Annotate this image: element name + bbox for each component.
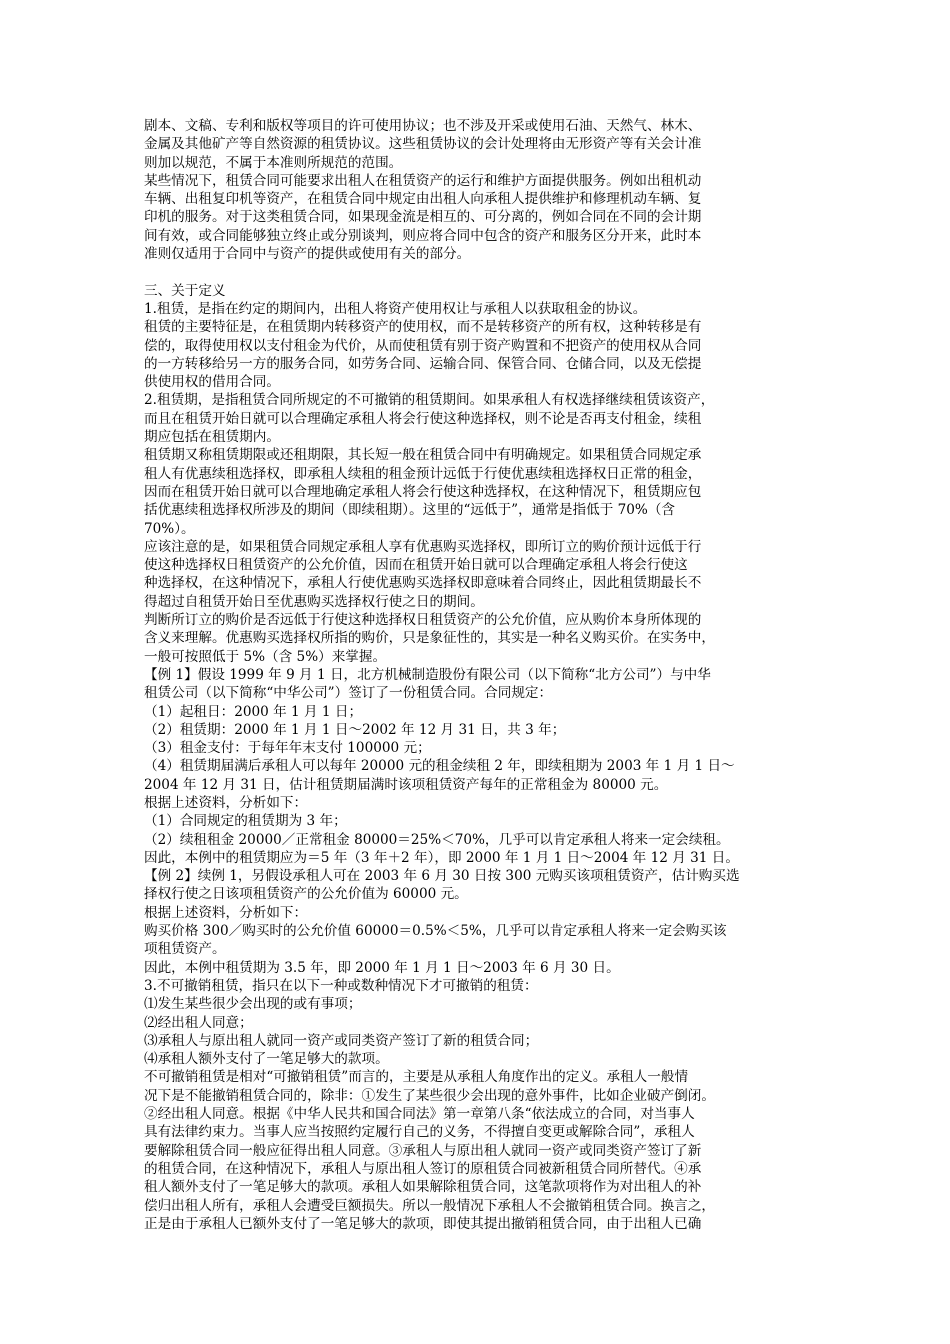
text-line: 择权行使之日该项租赁资产的公允价值为 60000 元。 [144, 886, 468, 903]
text-line: 要解除租赁合同一般应征得出租人同意。③承租人与原出租人就同一资产或同类资产签订了新 [144, 1142, 702, 1159]
text-line: 【例 2】续例 1，另假设承租人可在 2003 年 6 月 30 日按 300 元购买该项租赁资产，估计购买选 [144, 868, 740, 885]
text-line: 偿的，取得使用权以支付租金为代价，从而使租赁有别于资产购置和不把资产的使用权从合同 [144, 337, 702, 354]
text-line: 根据上述资料，分析如下： [144, 904, 308, 921]
text-line: 偿归出租人所有，承租人会遭受巨额损失。所以一般情况下承租人不会撤销租赁合同。换言之， [144, 1197, 715, 1214]
text-line: 租赁期又称租赁期限或还租期限，其长短一般在租赁合同中有明确规定。如果租赁合同规定承 [144, 447, 702, 464]
text-line: 1.租赁，是指在约定的期间内，出租人将资产使用权让与承租人以获取租金的协议。 [144, 300, 647, 317]
text-line: 租人额外支付了一笔足够大的款项。承租人如果解除租赁合同，这笔款项将作为对出租人的补 [144, 1179, 702, 1196]
text-line: 根据上述资料，分析如下： [144, 794, 308, 811]
text-line: 剧本、文稿、专利和版权等项目的许可使用协议；也不涉及开采或使用石油、天然气、林木、 [144, 118, 702, 134]
text-line: 间有效，或合同能够独立终止或分别谈判，则应将合同中包含的资产和服务区分开来，此时本 [144, 227, 702, 244]
text-line: （1）合同规定的租赁期为 3 年； [144, 813, 347, 830]
text-line: （1）起租日：2000 年 1 月 1 日； [144, 703, 363, 720]
text-line: 印机的服务。对于这类租赁合同，如果现金流是相互的、可分离的，例如合同在不同的会计期 [144, 209, 702, 226]
text-line: 车辆、出租复印机等资产，在租赁合同中规定由出租人向承租人提供维护和修理机动车辆、复 [144, 191, 702, 208]
text-line: 况下是不能撤销租赁合同的，除非：①发生了某些很少会出现的意外事件，比如企业破产倒闭。 [144, 1087, 715, 1104]
text-line: 因此，本例中的租赁期应为＝5 年（3 年＋2 年），即 2000 年 1 月 1 日～2004 年 12 月 31 日。 [144, 849, 739, 866]
document-page [144, 117, 808, 1233]
text-line: 使这种选择权日租赁资产的公允价值，因而在租赁开始日就可以合理确定承租人将会行使这 [144, 557, 688, 574]
text-line: ⑵经出租人同意； [144, 1014, 253, 1031]
text-line: 一般可按照低于 5%（含 5%）来掌握。 [144, 648, 387, 665]
text-line: ②经出租人同意。根据《中华人民共和国合同法》第一章第八条“依法成立的合同，对当事人 [144, 1106, 695, 1123]
blank-line [144, 263, 808, 281]
text-line: 准则仅适用于合同中与资产的提供或使用有关的部分。 [144, 246, 471, 263]
text-line: 2.租赁期，是指租赁合同所规定的不可撤销的租赁期间。如果承租人有权选择继续租赁该资产， [144, 392, 715, 409]
text-line: 2004 年 12 月 31 日，估计租赁期届满时该项租赁资产每年的正常租金为 80000 元。 [144, 776, 668, 793]
text-line: 租赁的主要特征是，在租赁期内转移资产的使用权，而不是转移资产的所有权，这种转移是有 [144, 319, 702, 336]
text-line: 期应包括在租赁期内。 [144, 429, 280, 446]
text-line: 不可撤销租赁是相对“可撤销租赁”而言的，主要是从承租人角度作出的定义。承租人一般情 [144, 1069, 689, 1086]
text-line: 3.不可撤销租赁，指只在以下一种或数种情况下才可撤销的租赁： [144, 977, 538, 994]
text-line: 金属及其他矿产等自然资源的租赁协议。这些租赁协议的会计处理将由无形资产等有关会计准 [144, 136, 702, 153]
text-line: 购买价格 300／购买时的公允价值 60000＝0.5%＜5%，几乎可以肯定承租人将来一定会购买该 [144, 923, 727, 940]
text-line: （4）租赁期届满后承租人可以每年 20000 元的租金续租 2 年，即续租期为 2003 年 1 月 1 日～ [144, 758, 735, 775]
text-line: ⑶承租人与原出租人就同一资产或同类资产签订了新的租赁合同； [144, 1032, 539, 1049]
text-line: ⑷承租人额外支付了一笔足够大的款项。 [144, 1051, 389, 1068]
text-line: 的租赁合同，在这种情况下，承租人与原出租人签订的原租赁合同被新租赁合同所替代。④承 [144, 1160, 702, 1177]
text-line: 三、关于定义 [144, 282, 226, 299]
text-line: 【例 1】假设 1999 年 9 月 1 日，北方机械制造股份有限公司（以下简称“北方公司”）与中华 [144, 666, 711, 683]
text-line: 供使用权的借用合同。 [144, 374, 280, 391]
text-line: 的一方转移给另一方的服务合同，如劳务合同、运输合同、保管合同、仓储合同，以及无偿提 [144, 355, 702, 372]
text-line: 某些情况下，租赁合同可能要求出租人在租赁资产的运行和维护方面提供服务。例如出租机动 [144, 172, 702, 189]
text-line: 而且在租赁开始日就可以合理确定承租人将会行使这种选择权，则不论是否再支付租金，续租 [144, 410, 702, 427]
text-line: 得超过自租赁开始日至优惠购买选择权行使之日的期间。 [144, 593, 484, 610]
text-line: 租人有优惠续租选择权，即承租人续租的租金预计远低于行使优惠续租选择权日正常的租金， [144, 465, 702, 482]
text-line: 因而在租赁开始日就可以合理地确定承租人将会行使这种选择权，在这种情况下，租赁期应包 [144, 483, 702, 500]
text-line: （3）租金支付：于每年年末支付 100000 元； [144, 740, 431, 757]
text-line: 70%）。 [144, 520, 195, 537]
text-line: （2）租赁期：2000 年 1 月 1 日～2002 年 12 月 31 日，共 3 年； [144, 721, 566, 738]
text-line: 则加以规范，不属于本准则所规范的范围。 [144, 154, 403, 171]
text-line: 含义来理解。优惠购买选择权所指的购价，只是象征性的，其实是一种名义购买价。在实务中， [144, 630, 715, 647]
text-line: 种选择权，在这种情况下，承租人行使优惠购买选择权即意味着合同终止，因此租赁期最长不 [144, 575, 702, 592]
text-line: 租赁公司（以下简称“中华公司”）签订了一份租赁合同。合同规定： [144, 685, 553, 702]
text-line: 括优惠续租选择权所涉及的期间（即续租期）。这里的“远低于”，通常是指低于 70%（含 [144, 502, 676, 519]
text-line: 判断所订立的购价是否远低于行使这种选择权日租赁资产的公允价值，应从购价本身所体现的 [144, 612, 702, 629]
text-line: （2）续租租金 20000／正常租金 80000＝25%＜70%，几乎可以肯定承租人将来一定会续租。 [144, 831, 730, 848]
text-line: 因此，本例中租赁期为 3.5 年，即 2000 年 1 月 1 日～2003 年 6 月 30 日。 [144, 959, 620, 976]
text-line: 具有法律约束力。当事人应当按照约定履行自己的义务，不得擅自变更或解除合同”，承租人 [144, 1124, 695, 1141]
text-line: 项租赁资产。 [144, 941, 226, 958]
text-line: 正是由于承租人已额外支付了一笔足够大的款项，即使其提出撤销租赁合同，由于出租人已确 [144, 1215, 702, 1232]
text-line: ⑴发生某些很少会出现的或有事项； [144, 996, 362, 1013]
text-line: 应该注意的是，如果租赁合同规定承租人享有优惠购买选择权，即所订立的购价预计远低于行 [144, 538, 702, 555]
